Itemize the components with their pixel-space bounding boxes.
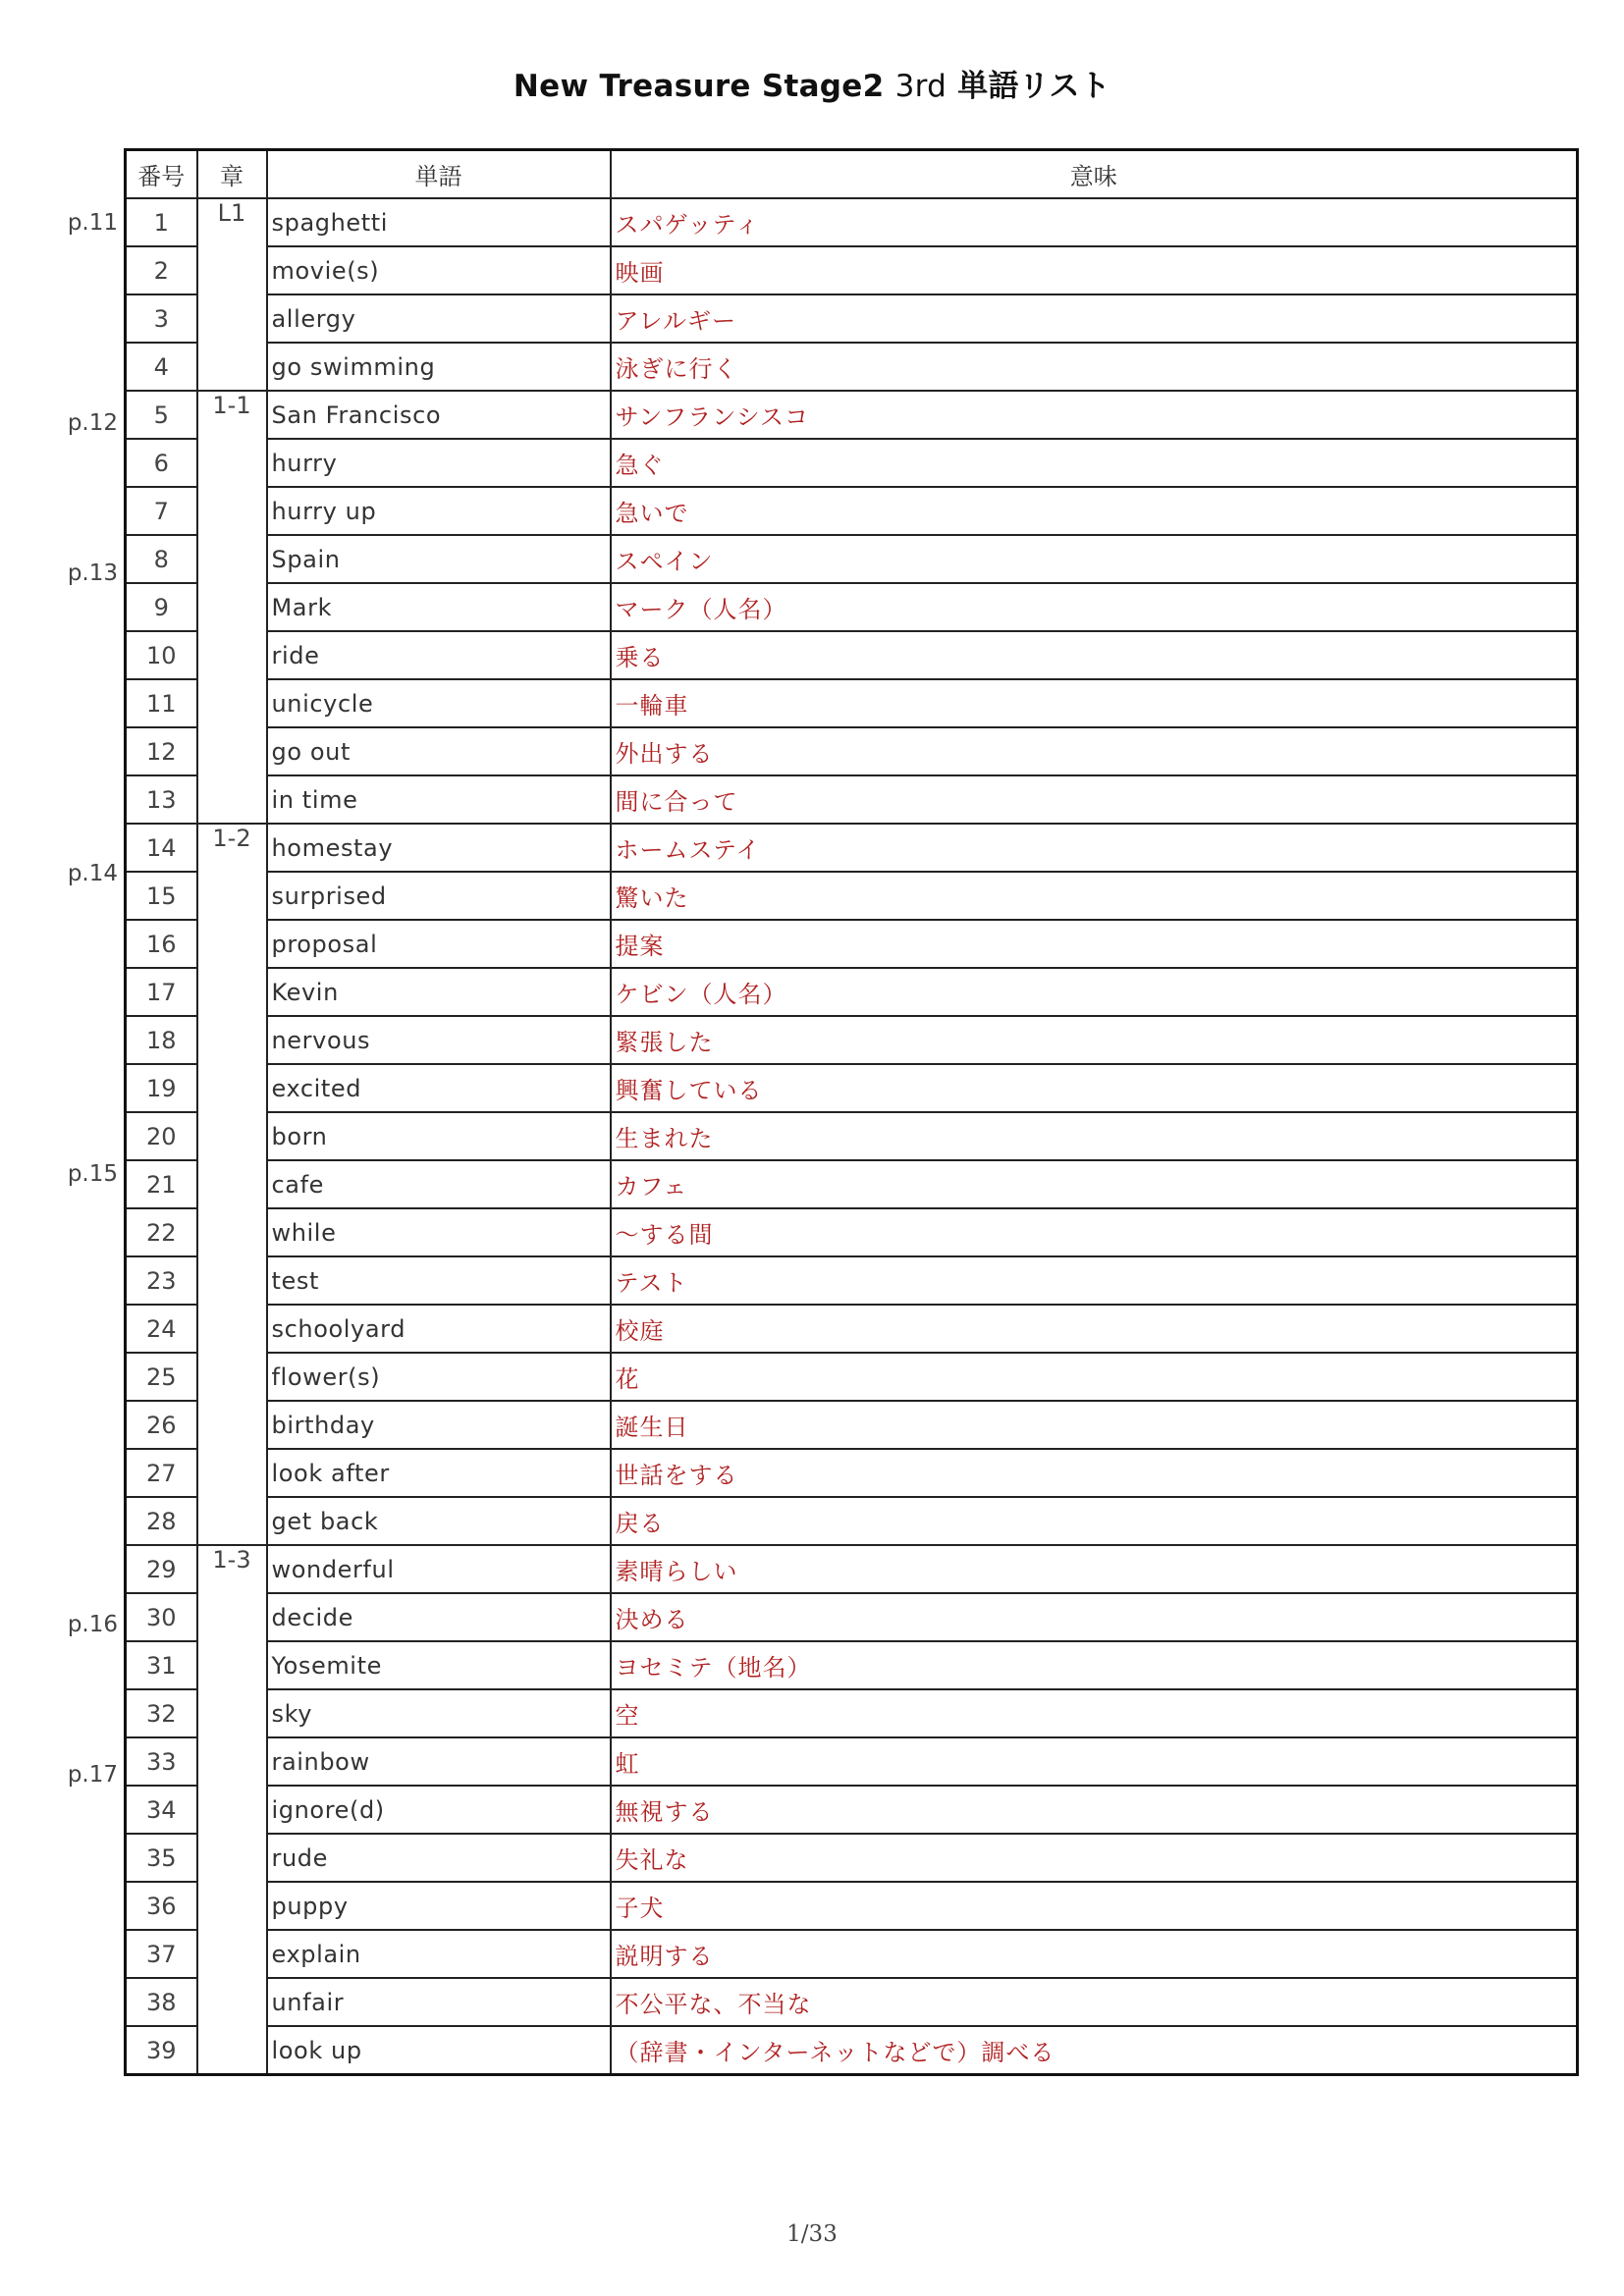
table-row bbox=[126, 920, 1578, 968]
meaning-cell: 興奮している bbox=[611, 1064, 1578, 1112]
table-row bbox=[126, 1160, 1578, 1208]
row-number: 26 bbox=[126, 1401, 197, 1449]
word-cell: ride bbox=[267, 631, 611, 679]
meaning-cell: 子犬 bbox=[611, 1882, 1578, 1930]
word-cell: puppy bbox=[267, 1882, 611, 1930]
table-row bbox=[126, 535, 1578, 583]
row-number: 36 bbox=[126, 1882, 197, 1930]
chapter-cell: 1-1 bbox=[197, 391, 267, 824]
word-cell: movie(s) bbox=[267, 246, 611, 294]
meaning-cell: 急いで bbox=[611, 487, 1578, 535]
meaning-cell: 戻る bbox=[611, 1497, 1578, 1545]
title-main: New Treasure Stage2 bbox=[513, 69, 885, 104]
table-row bbox=[126, 1930, 1578, 1978]
table-row bbox=[126, 1256, 1578, 1305]
table-row bbox=[126, 1449, 1578, 1497]
meaning-cell: 間に合って bbox=[611, 775, 1578, 824]
row-number: 22 bbox=[126, 1208, 197, 1256]
word-cell: hurry up bbox=[267, 487, 611, 535]
table-row bbox=[126, 343, 1578, 391]
meaning-cell: 生まれた bbox=[611, 1112, 1578, 1160]
table-row bbox=[126, 1737, 1578, 1786]
row-number: 38 bbox=[126, 1978, 197, 2026]
meaning-cell: スペイン bbox=[611, 535, 1578, 583]
meaning-cell: マーク（人名） bbox=[611, 583, 1578, 631]
row-number: 8 bbox=[126, 535, 197, 583]
word-cell: get back bbox=[267, 1497, 611, 1545]
row-number: 19 bbox=[126, 1064, 197, 1112]
row-number: 15 bbox=[126, 872, 197, 920]
table-row bbox=[126, 294, 1578, 343]
title-suffix: 単語リスト bbox=[957, 69, 1111, 104]
table-row bbox=[126, 1689, 1578, 1737]
table-row bbox=[126, 631, 1578, 679]
header-meaning: 意味 bbox=[611, 150, 1578, 199]
page-title bbox=[0, 61, 1624, 105]
row-number: 23 bbox=[126, 1256, 197, 1305]
word-cell: rude bbox=[267, 1834, 611, 1882]
word-cell: Yosemite bbox=[267, 1641, 611, 1689]
word-cell: hurry bbox=[267, 439, 611, 487]
table-row bbox=[126, 968, 1578, 1016]
row-number: 12 bbox=[126, 727, 197, 775]
row-number: 16 bbox=[126, 920, 197, 968]
meaning-cell: 乗る bbox=[611, 631, 1578, 679]
meaning-cell: 説明する bbox=[611, 1930, 1578, 1978]
word-cell: while bbox=[267, 1208, 611, 1256]
table-body bbox=[126, 198, 1578, 2075]
word-cell: flower(s) bbox=[267, 1353, 611, 1401]
table-row bbox=[126, 583, 1578, 631]
word-cell: spaghetti bbox=[267, 198, 611, 246]
row-number: 30 bbox=[126, 1593, 197, 1641]
row-number: 1 bbox=[126, 198, 197, 246]
word-cell: go swimming bbox=[267, 343, 611, 391]
meaning-cell: 一輪車 bbox=[611, 679, 1578, 727]
word-cell: sky bbox=[267, 1689, 611, 1737]
word-cell: look up bbox=[267, 2026, 611, 2075]
word-cell: ignore(d) bbox=[267, 1786, 611, 1834]
header-number: 番号 bbox=[126, 150, 197, 199]
word-cell: nervous bbox=[267, 1016, 611, 1064]
table-row bbox=[126, 727, 1578, 775]
table-row bbox=[126, 487, 1578, 535]
page-reference: p.17 bbox=[67, 1762, 118, 1788]
chapter-cell: 1-2 bbox=[197, 824, 267, 1545]
table-row bbox=[126, 872, 1578, 920]
table-row bbox=[126, 1016, 1578, 1064]
word-cell: born bbox=[267, 1112, 611, 1160]
meaning-cell: 世話をする bbox=[611, 1449, 1578, 1497]
row-number: 32 bbox=[126, 1689, 197, 1737]
meaning-cell: 急ぐ bbox=[611, 439, 1578, 487]
meaning-cell: 不公平な、不当な bbox=[611, 1978, 1578, 2026]
row-number: 27 bbox=[126, 1449, 197, 1497]
table-row bbox=[126, 1497, 1578, 1545]
meaning-cell: カフェ bbox=[611, 1160, 1578, 1208]
table-row bbox=[126, 439, 1578, 487]
table-header-row bbox=[126, 150, 1578, 199]
row-number: 3 bbox=[126, 294, 197, 343]
header-chapter: 章 bbox=[197, 150, 267, 199]
word-cell: explain bbox=[267, 1930, 611, 1978]
row-number: 25 bbox=[126, 1353, 197, 1401]
table-row bbox=[126, 246, 1578, 294]
row-number: 37 bbox=[126, 1930, 197, 1978]
table-row bbox=[126, 1545, 1578, 1593]
word-cell: Kevin bbox=[267, 968, 611, 1016]
row-number: 20 bbox=[126, 1112, 197, 1160]
meaning-cell: 驚いた bbox=[611, 872, 1578, 920]
meaning-cell: 誕生日 bbox=[611, 1401, 1578, 1449]
word-cell: cafe bbox=[267, 1160, 611, 1208]
row-number: 33 bbox=[126, 1737, 197, 1786]
table-row bbox=[126, 1882, 1578, 1930]
meaning-cell: 提案 bbox=[611, 920, 1578, 968]
meaning-cell: ヨセミテ（地名） bbox=[611, 1641, 1578, 1689]
meaning-cell: 決める bbox=[611, 1593, 1578, 1641]
word-cell: wonderful bbox=[267, 1545, 611, 1593]
meaning-cell: 虹 bbox=[611, 1737, 1578, 1786]
table-row bbox=[126, 1353, 1578, 1401]
word-cell: unfair bbox=[267, 1978, 611, 2026]
meaning-cell: 校庭 bbox=[611, 1305, 1578, 1353]
row-number: 6 bbox=[126, 439, 197, 487]
row-number: 29 bbox=[126, 1545, 197, 1593]
row-number: 31 bbox=[126, 1641, 197, 1689]
word-cell: decide bbox=[267, 1593, 611, 1641]
table-row bbox=[126, 391, 1578, 439]
word-cell: proposal bbox=[267, 920, 611, 968]
word-cell: allergy bbox=[267, 294, 611, 343]
row-number: 18 bbox=[126, 1016, 197, 1064]
meaning-cell: 空 bbox=[611, 1689, 1578, 1737]
page-reference: p.12 bbox=[67, 410, 118, 436]
page-reference: p.11 bbox=[67, 210, 118, 236]
word-cell: unicycle bbox=[267, 679, 611, 727]
table-row bbox=[126, 1834, 1578, 1882]
word-cell: schoolyard bbox=[267, 1305, 611, 1353]
row-number: 10 bbox=[126, 631, 197, 679]
table-row bbox=[126, 1064, 1578, 1112]
meaning-cell: ～する間 bbox=[611, 1208, 1578, 1256]
table-row bbox=[126, 1593, 1578, 1641]
row-number: 13 bbox=[126, 775, 197, 824]
word-cell: San Francisco bbox=[267, 391, 611, 439]
row-number: 11 bbox=[126, 679, 197, 727]
row-number: 2 bbox=[126, 246, 197, 294]
row-number: 7 bbox=[126, 487, 197, 535]
meaning-cell: 失礼な bbox=[611, 1834, 1578, 1882]
word-cell: look after bbox=[267, 1449, 611, 1497]
table-row bbox=[126, 2026, 1578, 2075]
meaning-cell: サンフランシスコ bbox=[611, 391, 1578, 439]
chapter-cell: 1-3 bbox=[197, 1545, 267, 2075]
word-cell: surprised bbox=[267, 872, 611, 920]
word-cell: in time bbox=[267, 775, 611, 824]
table-row bbox=[126, 198, 1578, 246]
word-cell: go out bbox=[267, 727, 611, 775]
row-number: 17 bbox=[126, 968, 197, 1016]
word-cell: Spain bbox=[267, 535, 611, 583]
word-cell: test bbox=[267, 1256, 611, 1305]
table-row bbox=[126, 1208, 1578, 1256]
header-word: 単語 bbox=[267, 150, 611, 199]
vocabulary-table bbox=[124, 148, 1579, 2076]
page-number: 1/33 bbox=[786, 2221, 838, 2247]
row-number: 34 bbox=[126, 1786, 197, 1834]
row-number: 28 bbox=[126, 1497, 197, 1545]
meaning-cell: ホームステイ bbox=[611, 824, 1578, 872]
meaning-cell: 緊張した bbox=[611, 1016, 1578, 1064]
table-row bbox=[126, 1305, 1578, 1353]
word-cell: birthday bbox=[267, 1401, 611, 1449]
meaning-cell: 外出する bbox=[611, 727, 1578, 775]
chapter-cell: L1 bbox=[197, 198, 267, 391]
meaning-cell: 映画 bbox=[611, 246, 1578, 294]
table-row bbox=[126, 1401, 1578, 1449]
word-cell: rainbow bbox=[267, 1737, 611, 1786]
table-row bbox=[126, 679, 1578, 727]
meaning-cell: 花 bbox=[611, 1353, 1578, 1401]
meaning-cell: 無視する bbox=[611, 1786, 1578, 1834]
table-row bbox=[126, 1978, 1578, 2026]
title-sub: 3rd bbox=[894, 69, 947, 104]
table-row bbox=[126, 1112, 1578, 1160]
row-number: 5 bbox=[126, 391, 197, 439]
word-cell: homestay bbox=[267, 824, 611, 872]
meaning-cell: スパゲッティ bbox=[611, 198, 1578, 246]
row-number: 24 bbox=[126, 1305, 197, 1353]
page-reference: p.13 bbox=[67, 561, 118, 586]
table-row bbox=[126, 1786, 1578, 1834]
page-reference: p.14 bbox=[67, 861, 118, 886]
row-number: 9 bbox=[126, 583, 197, 631]
word-cell: excited bbox=[267, 1064, 611, 1112]
row-number: 21 bbox=[126, 1160, 197, 1208]
meaning-cell: ケビン（人名） bbox=[611, 968, 1578, 1016]
word-cell: Mark bbox=[267, 583, 611, 631]
row-number: 14 bbox=[126, 824, 197, 872]
row-number: 35 bbox=[126, 1834, 197, 1882]
page-reference: p.15 bbox=[67, 1161, 118, 1187]
meaning-cell: 素晴らしい bbox=[611, 1545, 1578, 1593]
meaning-cell: 泳ぎに行く bbox=[611, 343, 1578, 391]
table-row bbox=[126, 824, 1578, 872]
page-reference: p.16 bbox=[67, 1612, 118, 1637]
meaning-cell: アレルギー bbox=[611, 294, 1578, 343]
meaning-cell: テスト bbox=[611, 1256, 1578, 1305]
table-row bbox=[126, 1641, 1578, 1689]
row-number: 39 bbox=[126, 2026, 197, 2075]
meaning-cell: （辞書・インターネットなどで）調べる bbox=[611, 2026, 1578, 2075]
table-row bbox=[126, 775, 1578, 824]
row-number: 4 bbox=[126, 343, 197, 391]
